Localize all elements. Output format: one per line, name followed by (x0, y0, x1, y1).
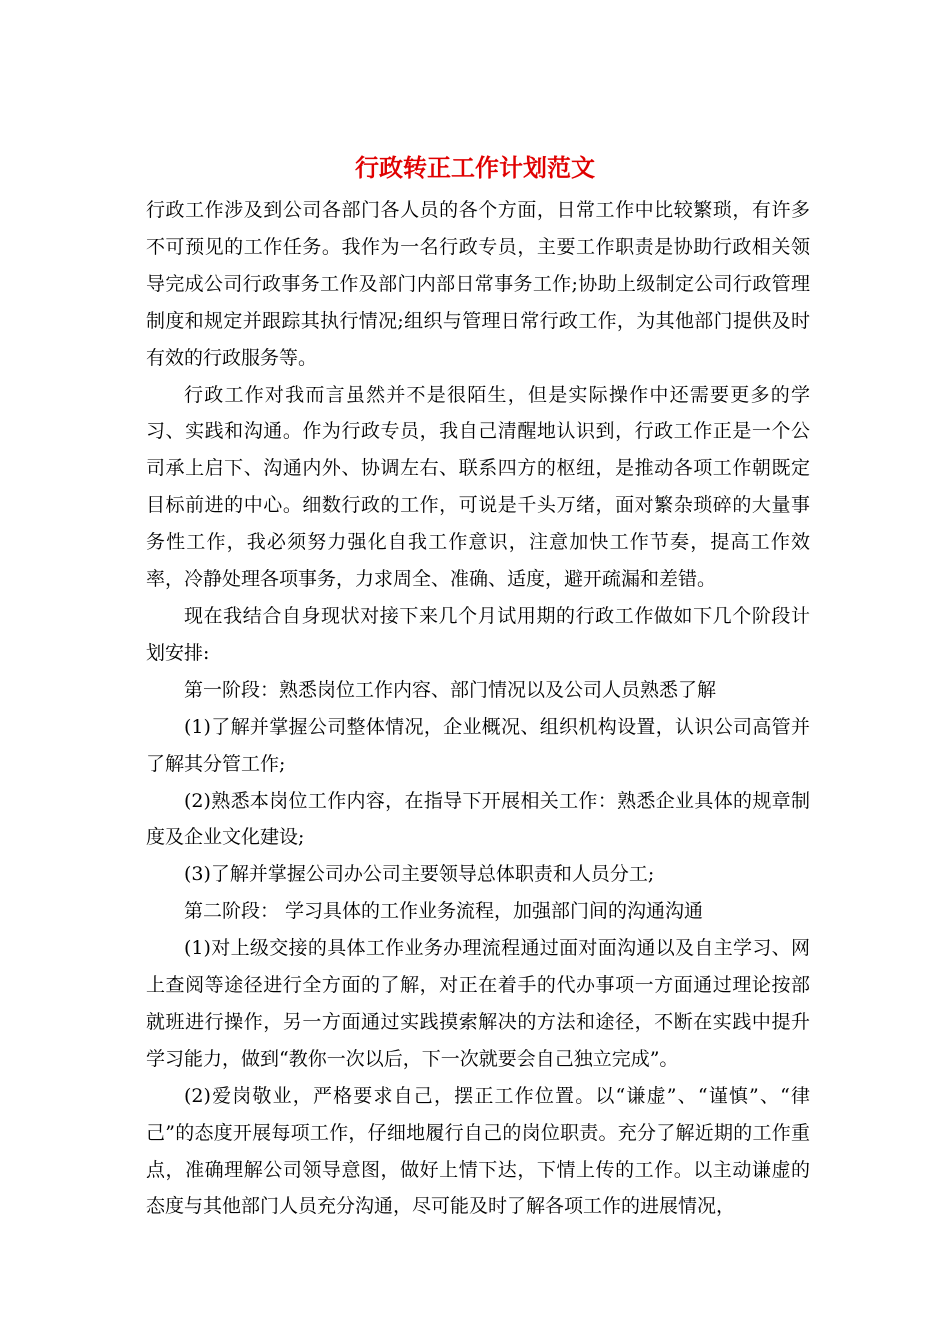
list-item: (2)爱岗敬业，严格要求自己，摆正工作位置。以“谦虚”、“谨慎”、“律己”的态度开展每项工作，仔细地履行自己的岗位职责。充分了解近期的工作重点，准确理解公司领导意图，做好上情下达，下情上传的工作。以主动谦虚的态度与其他部门人员充分沟通，尽可能及时了解各项工作的进展情况， (146, 1084, 810, 1218)
section-heading: 第一阶段：熟悉岗位工作内容、部门情况以及公司人员熟悉了解 (184, 678, 717, 701)
paragraph: 行政工作涉及到公司各部门各人员的各个方面，日常工作中比较繁琐，有许多不可预见的工作任务。我作为一名行政专员，主要工作职责是协助行政相关领导完成公司行政事务工作及部门内部日常事务工作;协助上级制定公司行政管理制度和规定并跟踪其执行情况;组织与管理日常行政工作，为其他部门提供及时有效的行政服务等。 (146, 199, 810, 369)
list-item: (1)对上级交接的具体工作业务办理流程通过面对面沟通以及自主学习、网上查阅等途径进行全方面的了解，对正在着手的代办事项一方面通过理论按部就班进行操作，另一方面通过实践摸索解决的方法和途径，不断在实践中提升学习能力，做到“教你一次以后，下一次就要会自己独立完成”。 (146, 937, 810, 1070)
paragraph: 现在我结合自身现状对接下来几个月试用期的行政工作做如下几个阶段计划安排: (146, 604, 810, 664)
paragraph: 行政工作对我而言虽然并不是很陌生，但是实际操作中还需要更多的学习、实践和沟通。作为行政专员，我自己清醒地认识到，行政工作正是一个公司承上启下、沟通内外、协调左右、联系四方的枢纽，是推动各项工作朝既定目标前进的中心。细数行政的工作，可说是千头万绪，面对繁杂琐碎的大量事务性工作，我必须努力强化自我工作意识，注意加快工作节奏，提高工作效率，冷静处理各项事务，力求周全、准确、适度，避开疏漏和差错。 (146, 383, 810, 591)
document-body (146, 192, 810, 1225)
list-item: (2)熟悉本岗位工作内容，在指导下开展相关工作：熟悉企业具体的规章制度及企业文化建设; (146, 789, 810, 849)
list-item: (3)了解并掌握公司办公司主要领导总体职责和人员分工; (184, 863, 655, 886)
list-item: (1)了解并掌握公司整体情况，企业概况、组织机构设置，认识公司高管并了解其分管工作; (146, 715, 810, 775)
page-title: 行政转正工作计划范文 (355, 153, 595, 182)
section-heading: 第二阶段： 学习具体的工作业务流程，加强部门间的沟通沟通 (184, 900, 704, 923)
